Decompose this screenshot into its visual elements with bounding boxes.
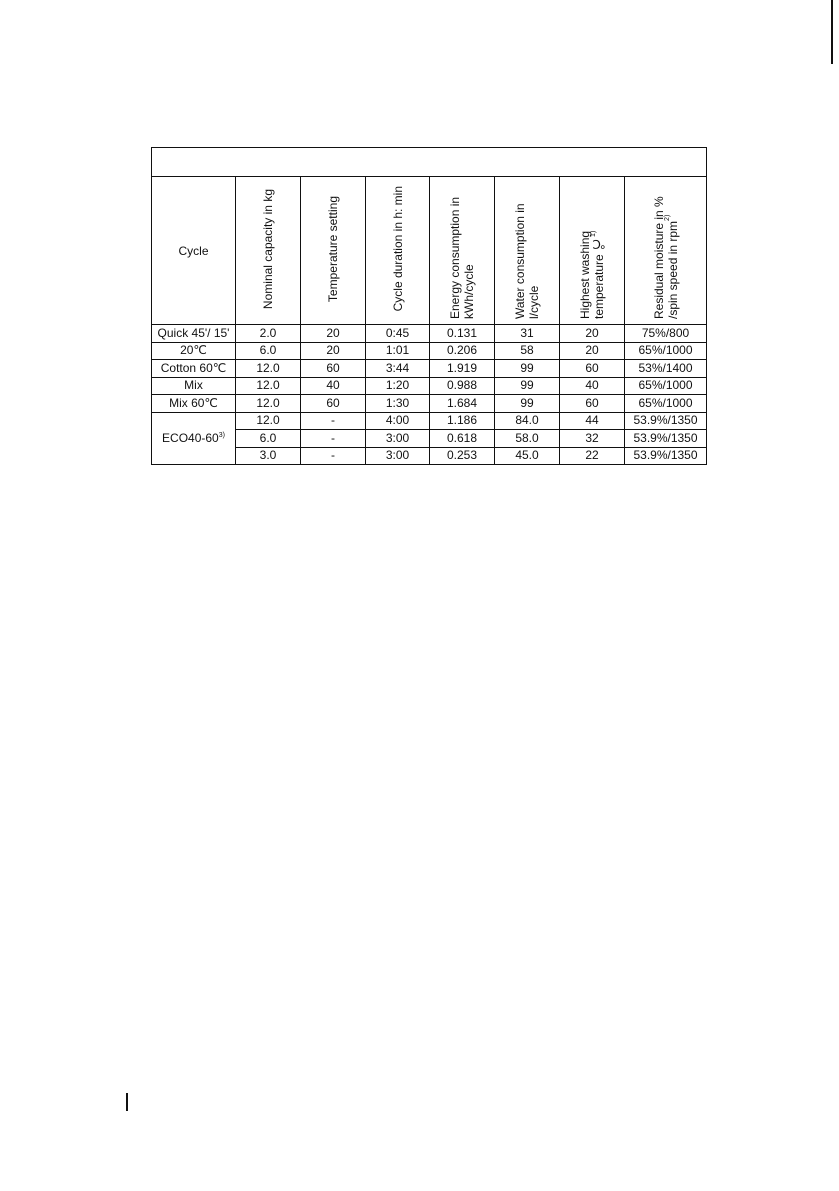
cell-temperature: 40 (301, 377, 366, 395)
cell-duration: 0:45 (366, 325, 430, 343)
cell-capacity: 12.0 (236, 412, 301, 430)
cell-temperature: - (301, 412, 366, 430)
cell-residual: 53%/1400 (625, 360, 707, 378)
cell-highest-temp: 60 (560, 395, 625, 413)
table-row (152, 412, 707, 430)
cell-energy: 0.131 (430, 325, 495, 343)
cell-temperature: 20 (301, 325, 366, 343)
footnote-3: 3) (218, 431, 225, 439)
cell-cycle: Quick 45'/ 15' (152, 325, 236, 343)
table-title (152, 148, 707, 177)
cell-highest-temp: 44 (560, 412, 625, 430)
footnote-2: 2) (663, 214, 671, 221)
cell-duration: 1:30 (366, 395, 430, 413)
cell-temperature: 60 (301, 360, 366, 378)
cell-duration: 1:20 (366, 377, 430, 395)
footnote-1: 1) (590, 230, 597, 237)
cell-cycle-eco: ECO40-60$^{3)}$ (152, 412, 236, 465)
cell-residual: 75%/800 (625, 325, 707, 343)
cell-residual: 53.9%/1350 (625, 430, 707, 448)
cell-duration: 1:01 (366, 342, 430, 360)
cell-duration: 4:00 (366, 412, 430, 430)
cell-water: 31 (495, 325, 560, 343)
table-row (152, 377, 707, 395)
header-capacity: Nominal capacity in kg (236, 177, 301, 325)
cell-highest-temp: 22 (560, 447, 625, 465)
header-cycle: Cycle (152, 177, 236, 325)
cell-highest-temp: 20 (560, 342, 625, 360)
cell-highest-temp: 32 (560, 430, 625, 448)
header-duration: Cycle duration in h: min (366, 177, 430, 325)
cell-water: 99 (495, 360, 560, 378)
cell-capacity: 12.0 (236, 377, 301, 395)
cell-capacity: 3.0 (236, 447, 301, 465)
cell-highest-temp: 20 (560, 325, 625, 343)
table-row (152, 360, 707, 378)
page-edge-rule (831, 0, 833, 64)
header-water: Water consumption in l/cycle (495, 177, 560, 325)
cell-capacity: 12.0 (236, 360, 301, 378)
cell-duration: 3:44 (366, 360, 430, 378)
cell-cycle: Mix (152, 377, 236, 395)
cell-residual: 53.9%/1350 (625, 412, 707, 430)
cell-temperature: - (301, 447, 366, 465)
cell-cycle: 20℃ (152, 342, 236, 360)
table-row (152, 395, 707, 413)
cell-water: 58 (495, 342, 560, 360)
cell-water: 84.0 (495, 412, 560, 430)
cell-water: 99 (495, 395, 560, 413)
table-row (152, 447, 707, 465)
cell-capacity: 6.0 (236, 430, 301, 448)
page-footer-rule (126, 1093, 128, 1111)
cell-highest-temp: 40 (560, 377, 625, 395)
cell-duration: 3:00 (366, 447, 430, 465)
cell-energy: 0.988 (430, 377, 495, 395)
cell-temperature: 20 (301, 342, 366, 360)
cell-capacity: 2.0 (236, 325, 301, 343)
header-residual: Residual moisture in % /spin speed in rpm$^{2)}$ (625, 177, 707, 325)
cell-residual: 65%/1000 (625, 377, 707, 395)
program-data-table (151, 147, 707, 465)
cell-residual: 65%/1000 (625, 342, 707, 360)
cell-energy: 1.186 (430, 412, 495, 430)
cell-energy: 0.253 (430, 447, 495, 465)
cell-capacity: 12.0 (236, 395, 301, 413)
header-highest-temp: Highest washing temperature ℃$^{1)}$ (560, 177, 625, 325)
cell-water: 58.0 (495, 430, 560, 448)
cell-water: 45.0 (495, 447, 560, 465)
cell-residual: 65%/1000 (625, 395, 707, 413)
cell-highest-temp: 60 (560, 360, 625, 378)
cell-temperature: 60 (301, 395, 366, 413)
cell-residual: 53.9%/1350 (625, 447, 707, 465)
cell-energy: 0.206 (430, 342, 495, 360)
cell-cycle: Mix 60℃ (152, 395, 236, 413)
cell-cycle: Cotton 60℃ (152, 360, 236, 378)
cell-capacity: 6.0 (236, 342, 301, 360)
cell-energy: 1.684 (430, 395, 495, 413)
table-row (152, 430, 707, 448)
cell-energy: 0.618 (430, 430, 495, 448)
cell-water: 99 (495, 377, 560, 395)
table-row (152, 342, 707, 360)
header-temperature: Temperature setting (301, 177, 366, 325)
table-row (152, 325, 707, 343)
cell-duration: 3:00 (366, 430, 430, 448)
cell-energy: 1.919 (430, 360, 495, 378)
table-title-row (152, 148, 707, 177)
table-header-row (152, 177, 707, 325)
header-energy: Energy consumption in kWh/cycle (430, 177, 495, 325)
cell-temperature: - (301, 430, 366, 448)
